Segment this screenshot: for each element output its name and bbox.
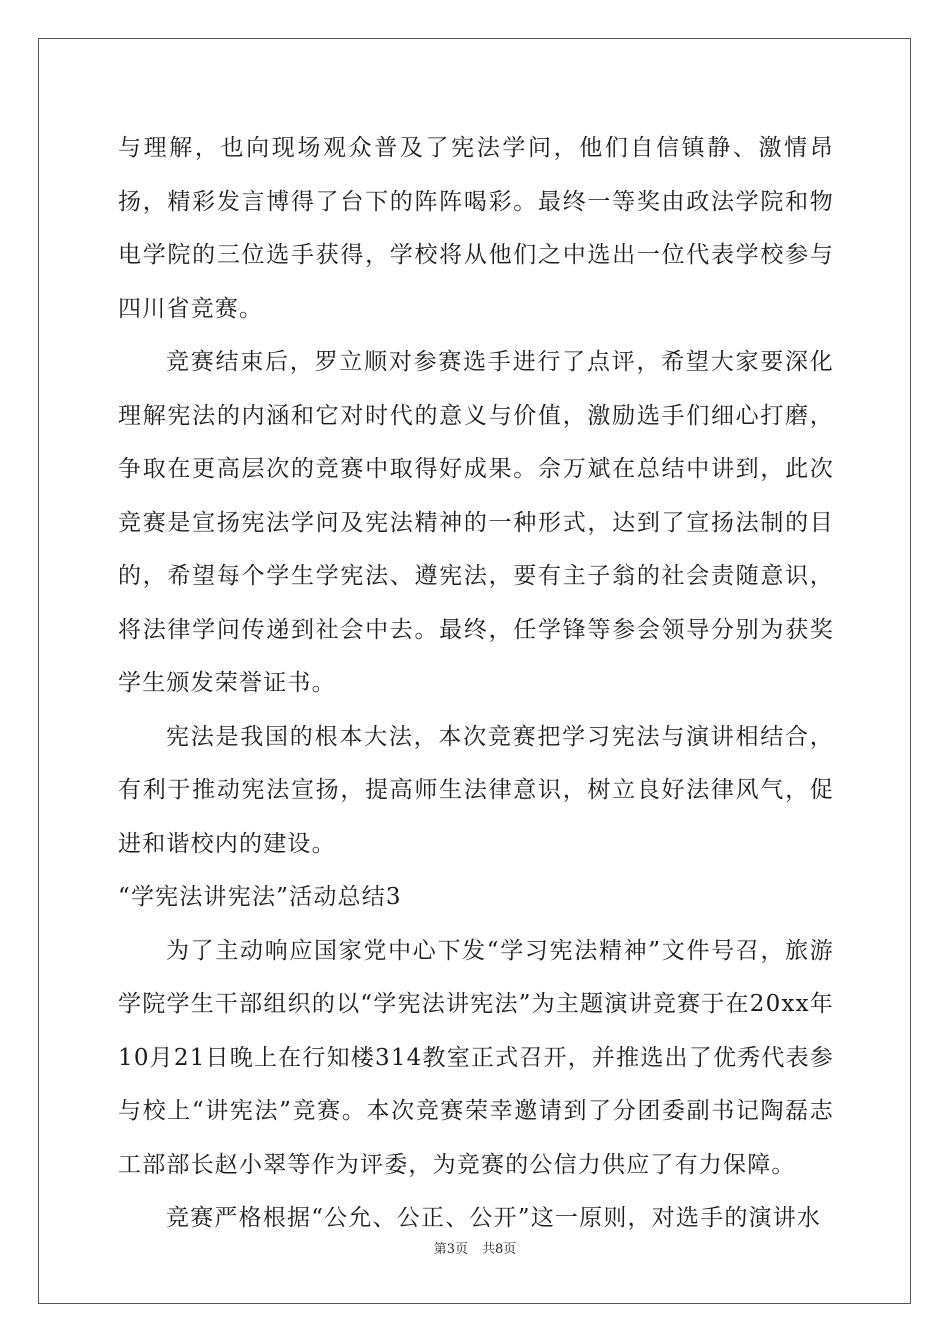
paragraph: 竞赛结束后，罗立顺对参赛选手进行了点评，希望大家要深化理解宪法的内涵和它对时代的意义与价值，激励选手们细心打磨，争取在更高层次的竞赛中取得好成果。佘万斌在总结中讲到，此次竞赛是宣扬宪法学问及宪法精神的一种形式，达到了宣扬法制的目的，希望每个学生学宪法、遵宪法，要有主子翁的社会责随意识，将法律学问传递到社会中去。最终，任学锋等参会领导分别为获奖学生颁发荣誉证书。 <box>118 349 834 696</box>
paragraph: 与理解，也向现场观众普及了宪法学问，他们自信镇静、激情昂扬，精彩发言博得了台下的阵阵喝彩。最终一等奖由政法学院和物电学院的三位选手获得，学校将从他们之中选出一位代表学校参与四川省竞赛。 <box>118 135 834 322</box>
page-total: 共8页 <box>482 1242 517 1257</box>
document-body <box>118 122 834 1246</box>
page-footer <box>0 1238 950 1257</box>
page-number: 第3页 <box>433 1242 468 1257</box>
paragraph: 为了主动响应国家党中心下发“学习宪法精神”文件号召，旅游学院学生干部组织的以“学宪法讲宪法”为主题演讲竞赛于在20xx年10月21日晚上在行知楼314教室正式召开，并推选出了优秀代表参与校上“讲宪法”竞赛。本次竞赛荣幸邀请到了分团委副书记陶磊志工部部长赵小翠等作为评委，为竞赛的公信力供应了有力保障。 <box>118 937 834 1178</box>
paragraph: 竞赛严格根据“公允、公正、公开”这一原则，对选手的演讲水 <box>166 1205 822 1231</box>
paragraph: 宪法是我国的根本大法，本次竞赛把学习宪法与演讲相结合，有利于推动宪法宣扬，提高师生法律意识，树立良好法律风气，促进和谐校内的建设。 <box>118 723 834 857</box>
section-heading: “学宪法讲宪法”活动总结3 <box>118 884 402 910</box>
